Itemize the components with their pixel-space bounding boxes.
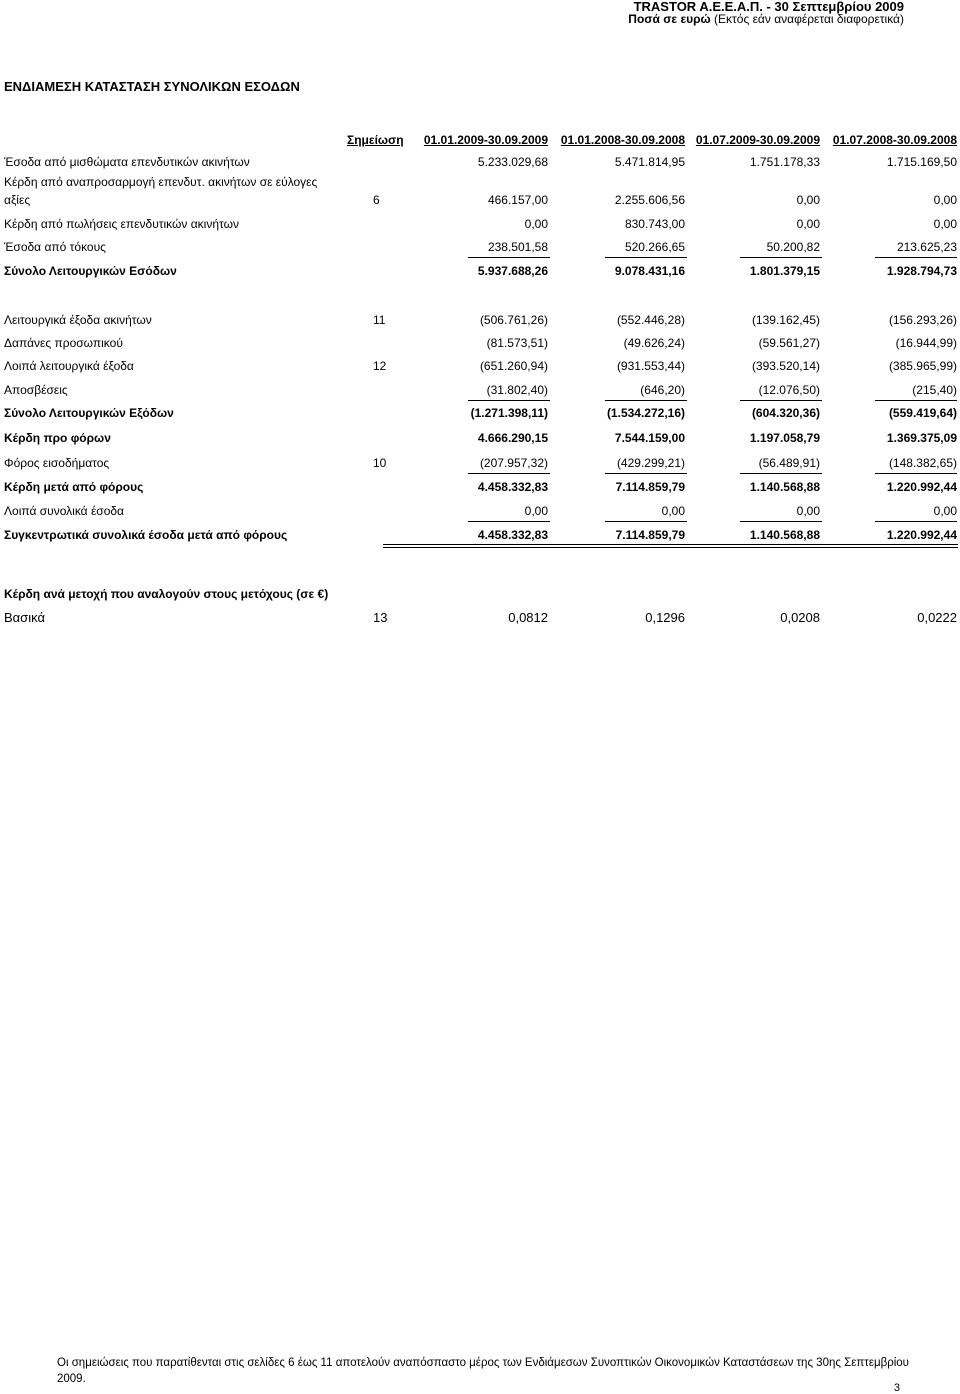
- underline: [468, 400, 550, 401]
- row-value: 4.666.290,15: [477, 431, 548, 445]
- row-value: (31.802,40): [486, 383, 548, 397]
- table-row: [0, 193, 960, 211]
- row-label: Φόρος εισοδήματος: [4, 456, 110, 470]
- row-value: 1.801.379,15: [749, 264, 820, 278]
- underline: [875, 521, 957, 522]
- row-label: Συγκεντρωτικά συνολικά έσοδα μετά από φόρους: [4, 528, 288, 542]
- table-row: [0, 240, 960, 258]
- underline: [740, 257, 822, 258]
- table-row: [0, 456, 960, 474]
- table-row: [0, 359, 960, 377]
- row-value: 238.501,58: [487, 240, 548, 254]
- row-value: (385.965,99): [888, 359, 957, 373]
- double-underline: [383, 544, 958, 545]
- row-value: (49.626,24): [623, 336, 685, 350]
- row-label: Λειτουργικά έξοδα ακινήτων: [4, 313, 152, 327]
- row-value: 0,00: [796, 193, 820, 207]
- col-header-note: Σημείωση: [347, 133, 404, 147]
- statement-title: ΕΝΔΙΑΜΕΣΗ ΚΑΤΑΣΤΑΣΗ ΣΥΝΟΛΙΚΩΝ ΕΣΟΔΩΝ: [4, 79, 300, 94]
- row-label: Λοιπά λειτουργικά έξοδα: [4, 359, 134, 373]
- table-row: [0, 504, 960, 522]
- row-value: (1.271.398,11): [470, 406, 548, 420]
- table-row: [0, 610, 960, 628]
- underline: [605, 257, 687, 258]
- row-value: 50.200,82: [766, 240, 820, 254]
- row-value: (1.534.272,16): [606, 406, 685, 420]
- row-value: 1.715.169,50: [886, 155, 957, 169]
- row-value: 2.255.606,56: [614, 193, 685, 207]
- row-value: 0,0208: [780, 610, 820, 625]
- row-value: 7.114.859,79: [615, 528, 685, 542]
- row-value: (215,40): [912, 383, 957, 397]
- underline: [875, 473, 957, 474]
- row-label: Κέρδη προ φόρων: [4, 431, 111, 445]
- table-row: [0, 175, 960, 193]
- row-label: Βασικά: [4, 610, 45, 625]
- underline: [605, 400, 687, 401]
- row-value: (552.446,28): [616, 313, 685, 327]
- row-value: 4.458.332,83: [477, 528, 548, 542]
- row-value: 5.937.688,26: [477, 264, 548, 278]
- table-row-total: [0, 264, 960, 282]
- row-value: (207.957,32): [479, 456, 548, 470]
- row-value: 0,00: [933, 217, 957, 231]
- row-value: (81.573,51): [486, 336, 548, 350]
- underline: [875, 257, 957, 258]
- table-row: [0, 383, 960, 401]
- row-value: (604.320,36): [751, 406, 820, 420]
- double-underline: [383, 547, 958, 548]
- row-value: (139.162,45): [751, 313, 820, 327]
- row-label: Αποσβέσεις: [4, 383, 68, 397]
- row-label: Έσοδα από μισθώματα επενδυτικών ακινήτων: [4, 155, 250, 169]
- underline: [875, 400, 957, 401]
- footnote: Οι σημειώσεις που παρατίθενται στις σελίδες 6 έως 11 αποτελούν αναπόσπαστο μέρος των Ενδιάμεσων Συνοπτικών Οικονομικών Καταστάσεων της 30ης Σεπτεμβρίου 2009.: [57, 1357, 909, 1385]
- row-value: 0,00: [661, 504, 685, 518]
- table-row: [0, 336, 960, 354]
- row-value: (429.299,21): [616, 456, 685, 470]
- row-label: Κέρδη από αναπροσαρμογή επενδυτ. ακινήτων σε εύλογες: [4, 175, 318, 189]
- underline: [740, 400, 822, 401]
- underline: [740, 473, 822, 474]
- eps-heading: Κέρδη ανά μετοχή που αναλογούν στους μετόχους (σε €): [4, 587, 329, 601]
- row-value: 7.544.159,00: [614, 431, 685, 445]
- row-note: 11: [373, 313, 386, 327]
- col-header-p3: 01.07.2009-30.09.2009: [695, 133, 820, 147]
- row-value: 0,00: [933, 193, 957, 207]
- row-value: 1.220.992,44: [886, 528, 957, 542]
- table-row: [0, 313, 960, 331]
- row-value: 1.140.568,88: [749, 480, 820, 494]
- row-label: Σύνολο Λειτουργικών Εσόδων: [4, 264, 177, 278]
- row-value: (56.489,91): [758, 456, 820, 470]
- table-row: [0, 217, 960, 235]
- table-row-total: [0, 406, 960, 424]
- underline: [468, 473, 550, 474]
- row-value: 520.266,65: [624, 240, 685, 254]
- row-value: 0,00: [933, 504, 957, 518]
- document-header-currency: [628, 12, 904, 26]
- row-value: 0,00: [796, 217, 820, 231]
- row-value: 466.157,00: [487, 193, 548, 207]
- row-value: 0,00: [524, 217, 548, 231]
- underline: [468, 521, 550, 522]
- row-value: 830.743,00: [624, 217, 685, 231]
- row-value: (59.561,27): [758, 336, 820, 350]
- row-note: 12: [373, 359, 387, 373]
- currency-note: (Εκτός εάν αναφέρεται διαφορετικά): [710, 12, 904, 26]
- underline: [605, 521, 687, 522]
- row-value: 1.751.178,33: [749, 155, 820, 169]
- row-value: 1.220.992,44: [886, 480, 957, 494]
- row-value: 7.114.859,79: [615, 480, 685, 494]
- document-header-company: TRASTOR A.E.E.A.Π. - 30 Σεπτεμβρίου 2009: [633, 0, 904, 14]
- row-label: Λοιπά συνολικά έσοδα: [4, 504, 124, 518]
- col-header-p4: 01.07.2008-30.09.2008: [832, 133, 957, 147]
- row-value: 9.078.431,16: [614, 264, 685, 278]
- row-label: Κέρδη μετά από φόρους: [4, 480, 144, 494]
- row-value: 5.233.029,68: [477, 155, 548, 169]
- row-value: (148.382,65): [888, 456, 957, 470]
- row-value: 1.369.375,09: [886, 431, 957, 445]
- row-note: 10: [373, 456, 387, 470]
- row-value: (506.761,26): [479, 313, 548, 327]
- row-value: (156.293,26): [888, 313, 957, 327]
- row-value: 0,00: [524, 504, 548, 518]
- row-value: (646,20): [640, 383, 685, 397]
- underline: [468, 257, 550, 258]
- row-value: 0,1296: [645, 610, 685, 625]
- table-row: [0, 155, 960, 173]
- row-value: (931.553,44): [616, 359, 685, 373]
- row-value: (559.419,64): [888, 406, 957, 420]
- row-value: 1.140.568,88: [749, 528, 820, 542]
- currency-label: Ποσά σε ευρώ: [628, 12, 711, 26]
- row-value: 0,0812: [508, 610, 548, 625]
- row-label-continued: αξίες: [4, 193, 31, 207]
- row-value: 0,0222: [917, 610, 957, 625]
- row-label: Δαπάνες προσωπικού: [4, 336, 123, 350]
- eps-heading-row: [0, 587, 960, 605]
- row-value: (16.944,99): [895, 336, 957, 350]
- underline: [740, 521, 822, 522]
- row-value: 4.458.332,83: [477, 480, 548, 494]
- row-value: 5.471.814,95: [614, 155, 685, 169]
- row-value: (651.260,94): [479, 359, 548, 373]
- row-value: (12.076,50): [758, 383, 820, 397]
- row-value: (393.520,14): [751, 359, 820, 373]
- row-value: 1.197.058,79: [749, 431, 820, 445]
- col-header-p1: 01.01.2009-30.09.2009: [423, 133, 548, 147]
- col-header-p2: 01.01.2008-30.09.2008: [560, 133, 685, 147]
- row-label: Σύνολο Λειτουργικών Εξόδων: [4, 406, 174, 420]
- row-value: 1.928.794,73: [886, 264, 957, 278]
- row-value: 213.625,23: [896, 240, 957, 254]
- row-value: 0,00: [796, 504, 820, 518]
- table-row-total: [0, 480, 960, 498]
- table-row-total: [0, 431, 960, 449]
- underline: [605, 473, 687, 474]
- row-note: 13: [373, 610, 388, 625]
- page-number: 3: [893, 1382, 900, 1394]
- row-note: 6: [373, 193, 380, 207]
- row-label: Κέρδη από πωλήσεις επενδυτικών ακινήτων: [4, 217, 239, 231]
- row-label: Έσοδα από τόκους: [4, 240, 106, 254]
